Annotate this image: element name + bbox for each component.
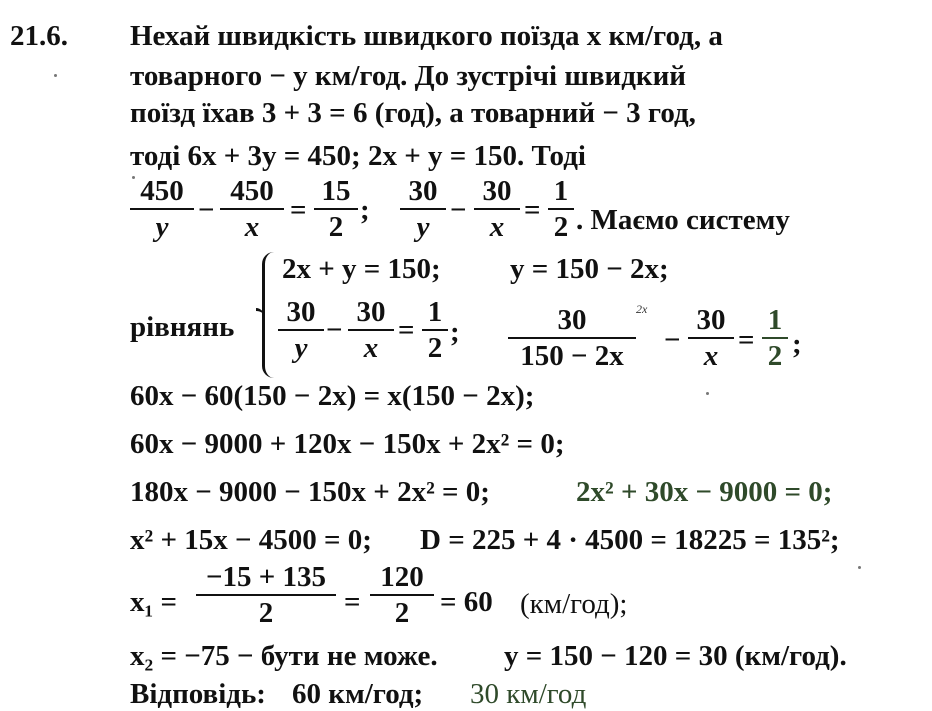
fraction-450-over-y: 450 y [130,177,194,242]
system-eq1: 2x + y = 150; [282,253,441,285]
fraction-30-over-x: 30 x [474,177,520,242]
system-brace [262,252,279,378]
system-fraction-30-over-x: 30 x [348,298,394,363]
scan-speck [858,566,861,569]
system-fraction-30-over-x-2: 30 x [688,306,734,371]
y-line: y = 150 − 120 = 30 (км/год). [504,640,847,672]
minus-sign: − [450,194,467,226]
solution-line-2: 60x − 9000 + 120x − 150x + 2x² = 0; [130,428,565,460]
scan-speck [54,74,57,77]
system-fraction-30-over-150-minus-2x: 30 150 − 2x [508,306,636,371]
row5-tail-text: . Маємо систему [576,204,790,236]
x1-result: = 60 [440,586,493,618]
equals-sign: = [290,194,307,226]
fraction-1-over-2: 1 2 [548,177,574,242]
x1-unit: (км/год); [520,588,628,620]
handwritten-note: 2x [636,302,648,316]
x2-line: x₂ = −75 − бути не може. [130,640,438,672]
system-fraction-30-over-y: 30 y [278,298,324,363]
system-eq1-solved: y = 150 − 2x; [510,253,669,285]
semicolon: ; [450,316,460,348]
equals-sign: = [738,324,755,356]
x1-fraction: −15 + 135 2 [196,563,336,628]
equals-sign: = [398,314,415,346]
solution-line-3a: 180x − 9000 − 150x + 2x² = 0; [130,476,490,508]
fraction-30-over-y: 30 y [400,177,446,242]
problem-number: 21.6. [10,20,68,52]
semicolon: ; [792,328,802,360]
scan-speck [132,176,135,179]
equals-sign: = [524,194,541,226]
scan-speck [706,392,709,395]
minus-sign: − [198,194,215,226]
solution-line-4a: x² + 15x − 4500 = 0; [130,524,372,556]
statement-line-2: товарного − y км/год. До зустрічі швидкий [130,60,686,92]
semicolon: ; [360,194,370,226]
discriminant-line: D = 225 + 4 · 4500 = 18225 = 135²; [420,524,840,556]
minus-sign: − [326,314,343,346]
statement-line-1: Нехай швидкість швидкого поїзда x км/год, а [130,20,723,52]
x1-label: x₁ = [130,586,177,618]
answer-b: 30 км/год [470,678,587,710]
statement-line-3: поїзд їхав 3 + 3 = 6 (год), а товарний − 3 год, [130,97,696,129]
system-fraction-1-over-2: 1 2 [422,298,448,363]
fraction-15-over-2: 15 2 [314,177,358,242]
minus-sign: − [664,324,681,356]
solution-line-3b: 2x² + 30x − 9000 = 0; [576,476,833,508]
x1-fraction-120-over-2: 120 2 [370,563,434,628]
system-label: рівнянь [130,311,235,343]
fraction-450-over-x: 450 x [220,177,284,242]
answer-label: Відповідь: [130,678,266,710]
answer-a: 60 км/год; [292,678,424,710]
equals-sign: = [344,586,361,618]
solution-line-1: 60x − 60(150 − 2x) = x(150 − 2x); [130,380,535,412]
statement-line-4: тоді 6x + 3y = 450; 2x + y = 150. Тоді [130,140,586,172]
system-fraction-1-over-2-b: 1 2 [762,306,788,371]
